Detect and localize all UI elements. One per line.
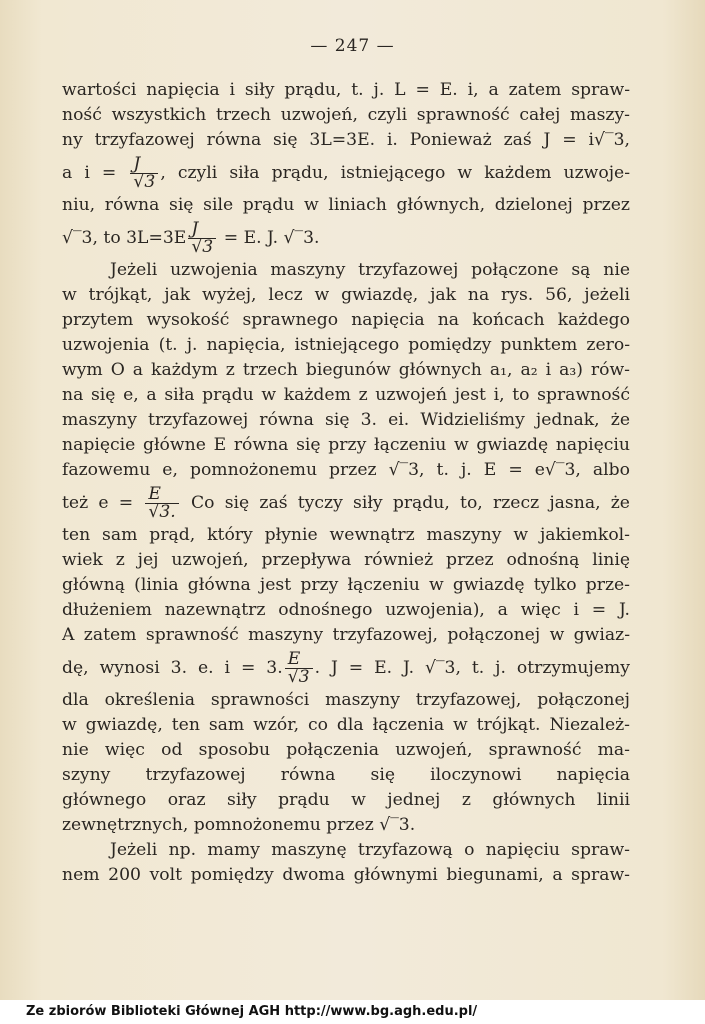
fraction: $\frac{E}{√3.}$ <box>145 486 178 521</box>
text-line: uzwojenia (t. j. napięcia, istniejącego pomiędzy punktem zero- <box>62 335 630 355</box>
page-number: — 247 — <box>310 36 395 56</box>
text-line: wym O a każdym z trzech biegunów głównych a₁, a₂ i a₃) rów- <box>62 360 630 380</box>
text-line: głównego oraz siły prądu w jednej z głównych linii <box>62 790 630 810</box>
text-line: ten sam prąd, który płynie wewnątrz maszyny w jakiemkol- <box>62 525 630 545</box>
text-line: nem 200 volt pomiędzy dwoma głównymi biegunami, a spraw- <box>62 865 630 885</box>
text-line: wartości napięcia i siły prądu, t. j. L = E. i, a zatem spraw- <box>62 80 630 100</box>
body-text <box>62 78 630 888</box>
text-line: ność wszystkich trzech uzwojeń, czyli sprawność całej maszy- <box>62 105 630 125</box>
fraction: $\frac{J}{√3}$ <box>130 156 158 191</box>
text-line: A zatem sprawność maszyny trzyfazowej, połączonej w gwiaz- <box>62 625 630 645</box>
text-line: maszyny trzyfazowej równa się 3. ei. Widzieliśmy jednak, że <box>62 410 630 430</box>
formula-line-de: dę, wynosi 3. e. i = 3. $\frac{E}{√3}$ . J = E. J. √‾3, t. j. otrzymujemy <box>62 649 630 687</box>
text-line: fazowemu e, pomnożonemu przez √‾3, t. j. E = e√‾3, albo <box>62 460 630 480</box>
text-line: nie więc od sposobu połączenia uzwojeń, sprawność ma- <box>62 740 630 760</box>
formula-line-i: a i = $\frac{J}{√3}$ , czyli siła prądu, istniejącego w każdem uzwoje- <box>62 154 630 192</box>
text-line: dla określenia sprawności maszyny trzyfazowej, połączonej <box>62 690 630 710</box>
text-line: w trójkąt, jak wyżej, lecz w gwiazdę, jak na rys. 56, jeżeli <box>62 285 630 305</box>
fraction: $\frac{J}{√3}$ <box>188 221 216 256</box>
fraction: $\frac{E}{√3}$ <box>285 651 313 686</box>
text-line: szyny trzyfazowej równa się iloczynowi napięcia <box>62 765 630 785</box>
text-line: Jeżeli np. mamy maszynę trzyfazową o napięciu spraw- <box>110 840 630 860</box>
text-line: zewnętrznych, pomnożonemu przez √‾3. <box>62 815 416 835</box>
library-footer: Ze zbiorów Biblioteki Głównej AGH http://www.bg.agh.edu.pl/ <box>0 1000 705 1024</box>
text-line: główną (linia główna jest przy łączeniu w gwiazdę tylko prze- <box>62 575 630 595</box>
text-line: wiek z jej uzwojeń, przepływa również przez odnośną linię <box>62 550 630 570</box>
text-line: niu, równa się sile prądu w liniach głównych, dzielonej przez <box>62 195 630 215</box>
text-line: przytem wysokość sprawnego napięcia na końcach każdego <box>62 310 630 330</box>
text-line: dłużeniem nazewnątrz odnośnego uzwojenia), a więc i = J. <box>62 600 630 620</box>
text-line: Jeżeli uzwojenia maszyny trzyfazowej połączone są nie <box>110 260 630 280</box>
text-line: na się e, a siła prądu w każdem z uzwojeń jest i, to sprawność <box>62 385 630 405</box>
formula-line-e: też e = $\frac{E}{√3.}$ Co się zaś tyczy siły prądu, to, rzecz jasna, że <box>62 484 630 522</box>
text-line: w gwiazdę, ten sam wzór, co dla łączenia w trójkąt. Niezależ- <box>62 715 630 735</box>
text-line: ny trzyfazowej równa się 3L=3E. i. Ponieważ zaś J = i√‾3, <box>62 130 630 150</box>
formula-line-3L: √‾3, to 3L=3E $\frac{J}{√3}$ = E. J. √‾3. <box>62 219 320 257</box>
text-line: napięcie główne E równa się przy łączeniu w gwiazdę napięciu <box>62 435 630 455</box>
